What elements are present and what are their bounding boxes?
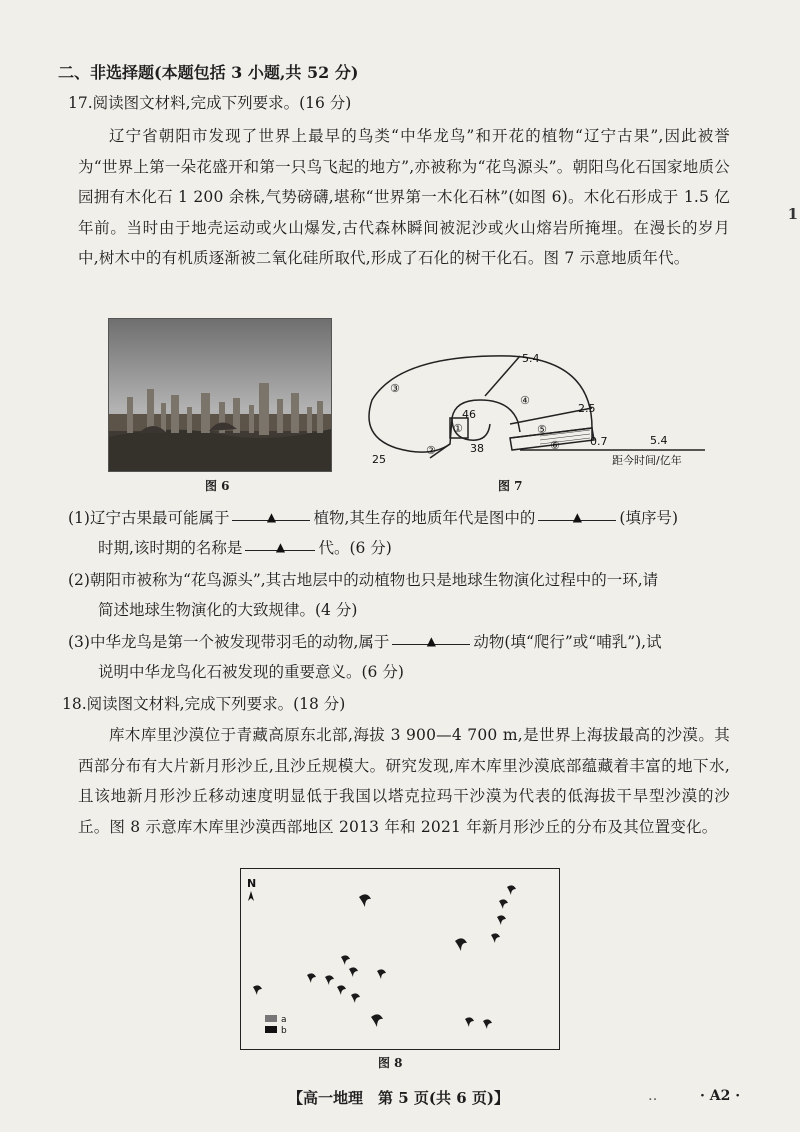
- answer-blank-3[interactable]: [245, 531, 315, 554]
- sub2-text-a: (2)朝阳市被称为“花鸟源头”,其古地层中的动植物也只是地球生物演化过程中的一环,请: [68, 571, 659, 589]
- fig8-dune-map: [240, 868, 560, 1050]
- tick-label-46: 46: [462, 408, 476, 421]
- dune: [497, 915, 506, 925]
- dune: [499, 899, 508, 909]
- q17-sub2: [68, 565, 736, 625]
- era-circled-2: ②: [426, 444, 436, 457]
- section-title: 二、非选择题(本题包括 3 小题,共 52 分): [58, 63, 359, 82]
- dune: [253, 985, 262, 995]
- q17-heading: 17.阅读图文材料,完成下列要求。(16 分): [68, 94, 352, 112]
- q18-paragraph: 库木库里沙漠位于青藏高原东北部,海拔 3 900—4 700 m,是世界上海拔最高的沙漠。其西部分布有大片新月形沙丘,且沙丘规模大。研究发现,库木库里沙漠底部蕴藏着丰富的地下水,且该地新月形沙丘移动速度明显低于我国以塔克拉玛干沙漠为代表的低海拔干旱型沙漠的沙丘。图 8 示意库木库里沙漠西部地区 2013 年和 2021 年新月形沙丘的分布及其位置变化。: [78, 726, 730, 836]
- dune: [325, 975, 334, 985]
- tick-label-0-7: 0.7: [590, 435, 608, 448]
- dune: [507, 885, 516, 895]
- era-circled-5: ⑤: [537, 423, 547, 436]
- dune: [465, 1017, 474, 1027]
- dune: [491, 933, 500, 943]
- blank-triangle-icon: ▲: [275, 540, 286, 554]
- dune: [341, 955, 350, 965]
- axis-label: 距今时间/亿年: [612, 454, 682, 465]
- sub1-text-e: 代。(6 分): [318, 539, 392, 557]
- sub1-text-a: (1)辽宁古果最可能属于: [68, 509, 230, 527]
- dune-map-svg: [241, 869, 559, 1049]
- legend-a-label: a: [281, 1015, 287, 1025]
- page-code: · A2 ·: [700, 1088, 741, 1104]
- answer-blank-1[interactable]: [232, 501, 310, 524]
- north-arrow-icon: [248, 891, 254, 901]
- page-footer: 【高一地理 第 5 页(共 6 页)】: [288, 1089, 509, 1107]
- dune: [307, 973, 316, 983]
- sub3-text-b: 动物(填“爬行”或“哺乳”),试: [473, 633, 662, 651]
- q17-paragraph: 辽宁省朝阳市发现了世界上最早的鸟类“中华龙鸟”和开花的植物“辽宁古果”,因此被誉为“世界上第一朵花盛开和第一只鸟飞起的地方”,亦被称为“花鸟源头”。朝阳鸟化石国家地质公园拥有木化石 1 200 余株,气势磅礴,堪称“世界第一木化石林”(如图 6)。木化石形成于 1.5 亿年前。当时由于地壳运动或火山爆发,古代森林瞬间被泥沙或火山熔岩所掩埋。在漫长的岁月中,树木中的有机质逐渐被二氧化硅所取代,形成了石化的树干化石。图 7 示意地质年代。: [78, 127, 730, 267]
- q17-sub1: [68, 503, 736, 563]
- footer-dots: ‥: [648, 1088, 658, 1104]
- legend-b-label: b: [281, 1026, 287, 1036]
- q18-heading: 18.阅读图文材料,完成下列要求。(18 分): [62, 695, 346, 713]
- north-label: N: [247, 877, 257, 890]
- dune: [351, 993, 360, 1003]
- legend-b-swatch: [265, 1026, 277, 1033]
- fig6-photo: [108, 318, 332, 472]
- petrified-forest-image: [109, 319, 331, 471]
- fig8-caption: 图 8: [378, 1056, 403, 1070]
- dune: [483, 1019, 492, 1029]
- answer-blank-2[interactable]: [538, 501, 616, 524]
- dune: [455, 938, 467, 951]
- dune: [359, 894, 371, 907]
- tick-label-5-4-top: 5.4: [522, 352, 540, 365]
- divider-5-6: [510, 428, 592, 438]
- blank-triangle-icon: ▲: [266, 510, 277, 524]
- sub3-text-c: 说明中华龙鸟化石被发现的重要意义。(6 分): [98, 663, 404, 681]
- tick-label-38: 38: [470, 442, 484, 455]
- sub1-text-b: 植物,其生存的地质年代是图中的: [313, 509, 536, 527]
- dune: [377, 969, 386, 979]
- dune: [337, 985, 346, 995]
- answer-blank-4[interactable]: [392, 625, 470, 648]
- q17-sub3: [68, 627, 736, 687]
- era-circled-6: ⑥: [550, 439, 560, 452]
- dune: [371, 1014, 383, 1027]
- blank-triangle-icon: ▲: [426, 634, 436, 648]
- legend-a-swatch: [265, 1015, 277, 1022]
- axis-value-5-4: 5.4: [650, 434, 668, 447]
- fig7-caption: 图 7: [498, 479, 523, 493]
- tick-label-2-5: 2.5: [578, 402, 596, 415]
- dunes-b: [253, 885, 516, 1029]
- sub1-text-d: 时期,该时期的名称是: [98, 539, 243, 557]
- sub2-text-b: 简述地球生物演化的大致规律。(4 分): [98, 601, 358, 619]
- era-circled-4: ④: [520, 394, 530, 407]
- dune: [349, 967, 358, 977]
- era-circled-1: ①: [453, 422, 463, 435]
- sub1-text-c: (填序号): [619, 509, 679, 527]
- sub3-text-a: (3)中华龙鸟是第一个被发现带羽毛的动物,属于: [68, 633, 390, 651]
- edge-mark: 1: [787, 205, 798, 223]
- divider-3-4: [485, 356, 520, 396]
- tick-label-25: 25: [372, 453, 386, 465]
- era-circled-3: ③: [390, 382, 400, 395]
- blank-triangle-icon: ▲: [572, 510, 583, 524]
- fig7-geologic-time-spiral: [360, 340, 720, 465]
- fig6-caption: 图 6: [205, 479, 230, 493]
